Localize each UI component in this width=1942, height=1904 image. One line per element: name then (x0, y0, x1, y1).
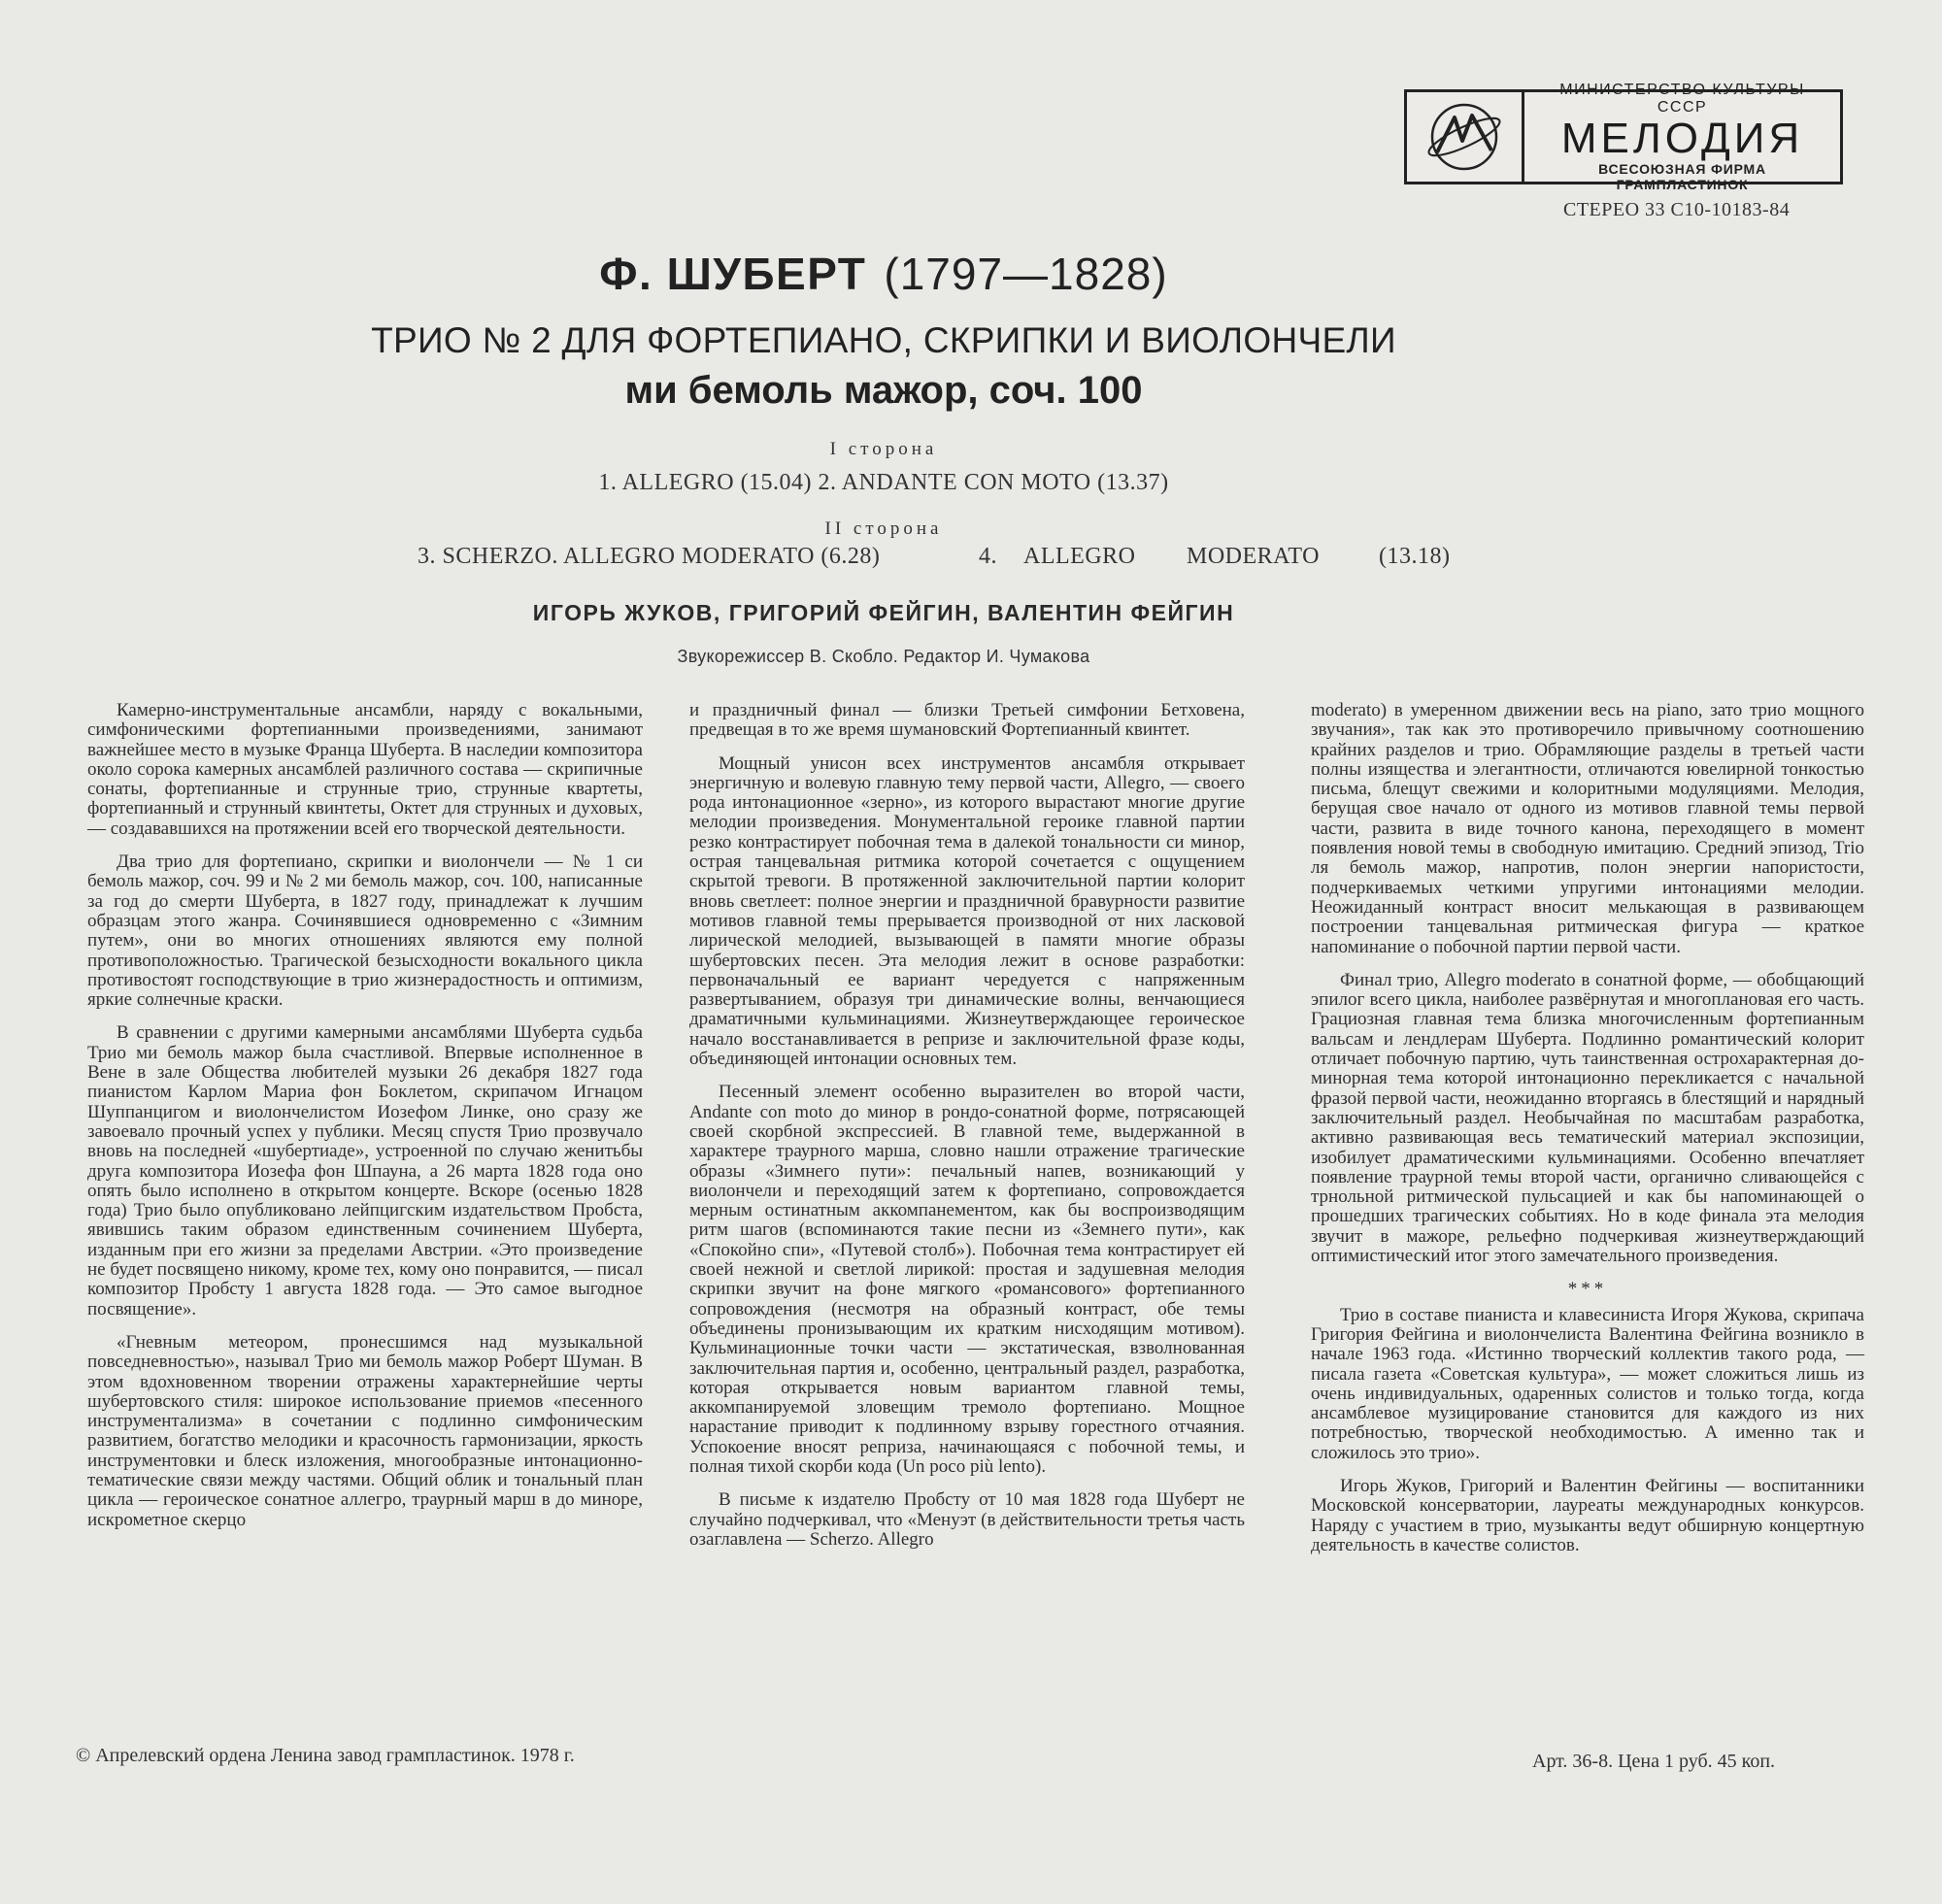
composer-years: (1797—1828) (884, 249, 1168, 299)
paragraph: В сравнении с другими камерными ансамблями Шуберта судьба Трио ми бемоль мажор была счастливой. Впервые исполненное в Вене в зале Общества любителей музыки 26 декабря 1827 года пианистом Карлом Мариа фон Боклетом, скрипачом Игнацом Шуппанцигом и виолончелистом Иозефом Линке, оно сразу же завоевало прочный успех у публики. Месяц спустя Трио прозвучало вновь на последней «шубертиаде», устроенной по случаю женитьбы друга композитора Иозефа фон Шпауна, а 26 марта 1828 года оно опять было исполнено в открытом концерте. Вскоре (осенью 1828 года) Трио было опубликовано лейпцигским издательством Пробста, явившись таким образом единственным сочинением Шуберта, изданным при его жизни за пределами Австрии. «Это произведение не будет посвящено никому, кроме тех, кому оно понравится, — писал композитор Пробсту 1 августа 1828 года. — Это самое выгодное посвящение». (87, 1022, 643, 1319)
section-separator: *** (1567, 1279, 1608, 1300)
track-3: 3. SCHERZO. ALLEGRO MODERATO (6.28) (418, 544, 881, 569)
side-1-tracks: 1. ALLEGRO (15.04) 2. ANDANTE CON MOTO (13.37) (598, 470, 1169, 495)
logo-brand: МЕЛОДИЯ (1560, 115, 1804, 162)
logo-text (1524, 82, 1840, 192)
notes-column-1 (87, 701, 643, 1544)
paragraph: Трио в составе пианиста и клавесиниста Игоря Жукова, скрипача Григория Фейгина и виолончелиста Валентина Фейгина возникло в начале 1963 года. «Истинно творческий коллектив такого рода, — писала газета «Советская культура», — может сложиться лишь из очень индивидуальных, одаренных солистов и только тогда, когда ансамблевое музицирование становится для каждого из них потребностью, творческой необходимостью. А именно так и сложилось это трио». (1311, 1304, 1864, 1463)
paragraph: и праздничный финал — близки Третьей симфонии Бетховена, предвещая в то же время шумановский Фортепианный квинтет. (689, 700, 1245, 741)
composer-name: Ф. ШУБЕРТ (599, 249, 867, 299)
logo-firm: ВСЕСОЮЗНАЯ ФИРМА ГРАМПЛАСТИНОК (1598, 161, 1766, 192)
paragraph: Мощный унисон всех инструментов ансамбля открывает энергичную и волевую главную тему первой части, Allegro, — своего рода интонационное «зерно», из которого вырастают многие другие мелодии произведения. Монументальной героике главной партии резко контрастирует побочная тема в далекой тональности си минор, острая танцевальная ритмика которой сочетается с ощущением скрытой тревоги. В протяженной заключительной партии колорит вновь светлеет: полное энергии и праздничной бравурности развитие мотивов главной темы прерывается производной от них ласковой лирической мелодией, вызывающей в памяти многие образы шубертовских песен. Эта мелодия лежит в основе разработки: первоначальный ее вариант чередуется с напряженным развертыванием, образуя три динамические волны, венчающиеся драматичными кульминациями. Жизнеутверждающее героическое начало восстанавливается в репризе и заключительной фразе коды, объединяющей интонации основных тем. (689, 752, 1245, 1070)
credits: Звукорежиссер В. Скобло. Редактор И. Чумакова (677, 647, 1090, 666)
price-notice: Арт. 36-8. Цена 1 руб. 45 коп. (1532, 1751, 1776, 1772)
paragraph: Финал трио, Allegro moderato в сонатной форме, — обобщающий эпилог всего цикла, наиболее развёрнутая и многоплановая его часть. Грациозная главная тема близка многочисленным фортепианным вальсам и лендлерам Шуберта. Подлинно романтический колорит отличает побочную партию, чуть таинственная острохарактерная до-минорная тема которой интонационно перекликается с начальной фразой первой части, неожиданно вторгаясь в блестящий и нарядный заключительный раздел. Необычайная по масштабам разработка, активно развивающая весь тематический материал экспозиции, изобилует драматическими кульминациями. Особенно впечатляет появление траурной темы второй части, органично сливающейся с трнольной ритмической пульсацией и как бы напоминающей о прошедших трагических событиях. Но в коде финала эта мелодия звучит в мажоре, рельефно подчеркивая жизнеутверждающий оптимистический итог этого замечательного произведения. (1311, 969, 1864, 1267)
track-4-title-b: MODERATO (1187, 544, 1320, 569)
catalog-number: СТЕРЕО 33 С10-10183-84 (1563, 199, 1791, 220)
logo-ministry: МИНИСТЕРСТВО КУЛЬТУРЫ СССР (1559, 82, 1805, 116)
paragraph: Песенный элемент особенно выразителен во второй части, Andante con moto до минор в рондо-сонатной форме, потрясающей своей скорбной экспрессией. В главной теме, выдержанной в характере траурного марша, словно нашли отражение трагические образы «Зимнего пути»: печальный напев, возникающий у виолончели и переходящий затем к фортепиано, сопровождается мерным остинатным аккомпанементом, как бы воспроизводящим ритм шагов (вспоминаются такие песни из «Земнего пути», как «Спокойно спи», «Путевой столб»). Побочная тема контрастирует ей своей нежной и светлой лирикой: простая и задушевная мелодия скрипки звучит на фоне мягкого «романсового» фортепианного сопровождения (несмотря на образный контраст, обе темы объединены пронизывающим их кратким нисходящим мотивом). Кульминационные точки части — экстатическая, взволнованная заключительная партия и, особенно, центральный раздел, разработка, которая открывается новым вариантом главной темы, аккомпанируемой зловещим тремоло фортепиано. Мощное нарастание приводит к подлинному взрыву горестного отчаяния. Успокоение вносят реприза, начинающаяся с побочной темы, и полная тихой скорби кода (Un poco più lento). (689, 1082, 1245, 1477)
work-title: ТРИО № 2 ДЛЯ ФОРТЕПИАНО, СКРИПКИ И ВИОЛОНЧЕЛИ (371, 320, 1396, 360)
paragraph: Камерно-инструментальные ансамбли, наряду с вокальными, симфоническими фортепианными произведениями, занимают важнейшее место в музыке Франца Шуберта. В наследии композитора около сорока камерных ансамблей различного состава — скрипичные сонаты, фортепианные и струнные трио, струнные квартеты, фортепианный и струнный квинтеты, Октет для струнных и духовых, — создававшихся на протяжении всей его творческой деятельности. (87, 700, 643, 839)
copyright-notice: © Апрелевский ордена Ленина завод грампластинок. 1978 г. (76, 1745, 575, 1766)
track-4-title-a: ALLEGRO (1023, 544, 1136, 569)
composer-line (0, 248, 1767, 300)
paragraph: Два трио для фортепиано, скрипки и виолончели — № 1 си бемоль мажор, соч. 99 и № 2 ми бемоль мажор, соч. 100, написанные за год до смерти Шуберта, в 1827 году, принадлежат к лучшим образцам этого жанра. Сочинявшиеся одновременно с «Зимним путем», они во многих отношениях являются ему полной противоположностью. Трагической безысходности вокального цикла противостоят господствующие в трио жизнерадостность и оптимизм, яркие солнечные краски. (87, 852, 643, 1011)
paragraph: Игорь Жуков, Григорий и Валентин Фейгины — воспитанники Московской консерватории, лауреаты международных конкурсов. Наряду с участием в трио, музыканты ведут обширную концертную деятельность в качестве солистов. (1311, 1475, 1864, 1555)
melodiya-logo (1404, 82, 1843, 192)
melodiya-emblem-icon (1407, 92, 1524, 182)
paragraph: moderato) в умеренном движении весь на piano, зато трио мощного звучания», так как это противоречило привычному соотношению крайних разделов и трио. Обрамляющие разделы в третьей части полны изящества и элегантности, отличаются ювелирной тонкостью письма, блещут свежими и колоритными модуляциями. Мелодия, берущая свое начало от одного из мотивов главной темы первой части, развита в виде точного канона, переходящего в момент появления новой темы в свободную имитацию. Средний эпизод, Trio ля бемоль мажор, напротив, полон энергии напористости, подчеркиваемых четкими упругими интонациями мелодии. Неожиданный контраст вносит мелькающая в развивающем построении танцевальная ритмическая фигура — краткое напоминание о побочной партии первой части. (1311, 700, 1864, 957)
track-4-duration: (13.18) (1379, 544, 1451, 569)
paragraph: «Гневным метеором, пронесшимся над музыкальной повседневностью», называл Трио ми бемоль мажор Роберт Шуман. В этом вдохновенном творении отражены характернейшие черты шубертовского стиля: широкое использование приемов «песенного инструментализма» в сочетании с подлинно симфоническим развитием, богатство мелодики и красочность гармонизации, яркость инструментовки и блеск изложения, многообразные интонационно-тематические связи между частями. Общий облик и тональный план цикла — героическое сонатное аллегро, траурный марш в до миноре, искрометное скерцо (87, 1331, 643, 1530)
side-1-label: I сторона (829, 439, 938, 459)
notes-column-2 (689, 701, 1245, 1563)
track-4-number: 4. (979, 544, 997, 569)
notes-column-3 (1311, 701, 1864, 1569)
side-2-label: II сторона (824, 518, 943, 539)
work-key: ми бемоль мажор, соч. 100 (624, 369, 1143, 412)
paragraph: В письме к издателю Пробсту от 10 мая 1828 года Шуберт не случайно подчеркивал, что «Менуэт (в действительности третья часть озаглавлена — Scherzo. Allegro (689, 1489, 1245, 1550)
performers: ИГОРЬ ЖУКОВ, ГРИГОРИЙ ФЕЙГИН, ВАЛЕНТИН ФЕЙГИН (532, 600, 1235, 625)
